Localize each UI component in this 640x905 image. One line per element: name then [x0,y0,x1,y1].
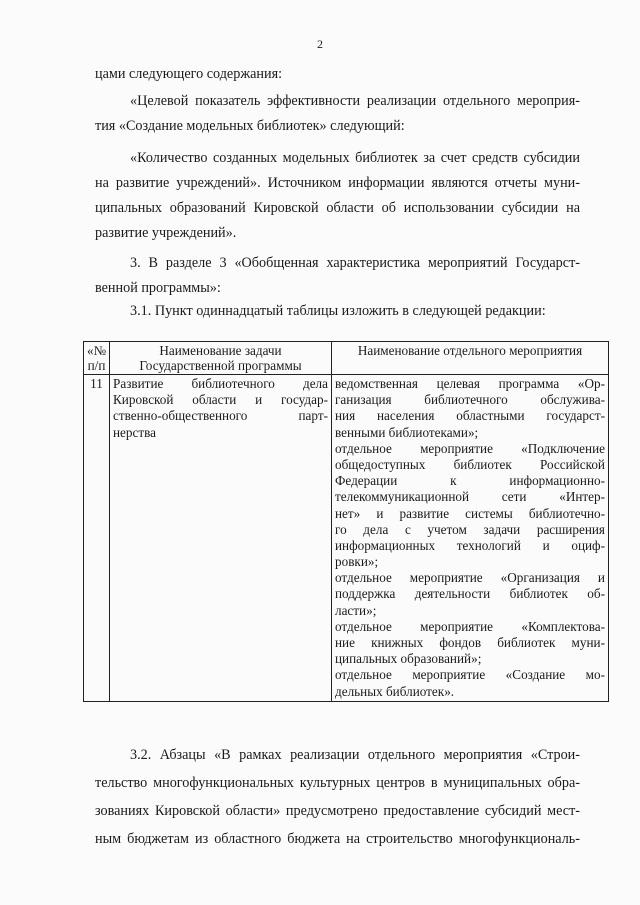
measures-table [83,341,609,702]
text-line: тельство многофункциональных культурных центров в муниципальных обра- [95,775,580,791]
row-number: 11 [84,375,110,702]
cell-line: отдельное мероприятие «Подключение [335,440,605,456]
cell-line: ганизация библиотечного обслужива- [335,392,605,408]
header-measure: Наименование отдельного мероприятия [332,342,609,375]
paragraph-target-indicator [95,89,580,139]
cell-line: ственно-общественного парт- [113,408,328,424]
cell-line: информационных технологий и оциф- [335,537,605,553]
text-line: «Количество созданных модельных библиотек за счет средств субсидии [130,150,580,166]
paragraph-continuation [95,62,580,87]
cell-line: отдельное мероприятие «Создание мо- [335,667,605,683]
cell-line: ведомственная целевая программа «Ор- [335,376,605,391]
cell-line: общедоступных библиотек Российской [335,456,605,472]
paragraph-3-2 [95,741,580,853]
text-line: венной программы»: [95,280,221,296]
text-line: 3.2. Абзацы «В рамках реализации отдельного мероприятия «Строи- [130,747,580,763]
cell-line: венными библиотеками»; [335,424,479,440]
text-line: цами следующего содержания: [95,66,283,82]
text-line: 3.1. Пункт одиннадцатый таблицы изложить в следующей редакции: [130,303,546,319]
paragraph-3-1 [95,299,580,324]
page-number: 2 [317,37,323,51]
measures-cell [332,375,609,702]
text-line: на развитие учреждений». Источником информации являются отчеты муни- [95,175,580,191]
cell-line: отдельное мероприятие «Комплектова- [335,618,605,634]
cell-line: отдельное мероприятие «Организация и [335,570,605,586]
cell-line: Кировской области и государ- [113,392,328,408]
header-task: Наименование задачи Государственной программы [110,342,332,375]
text-line: 3. В разделе 3 «Обобщенная характеристика мероприятий Государст- [130,255,580,271]
cell-line: дельных библиотек». [335,683,455,699]
header-number: «№ п/п [84,342,110,375]
text-line: «Целевой показатель эффективности реализации отдельного мероприя- [130,93,580,109]
cell-line: Федерации к информационно- [335,473,605,489]
cell-line: нет» и развитие системы библиотечно- [335,505,605,521]
paragraph-indicator-text [95,146,580,246]
cell-line: ципальных образований»; [335,651,482,667]
cell-line: ние книжных фондов библиотек муни- [335,635,605,650]
text-line: ципальных образований Кировской области об использовании субсидии на [95,200,580,216]
text-line: зованиях Кировской области» предусмотрено предоставление субсидий мест- [95,803,580,819]
text-line: ным бюджетам из областного бюджета на строительство многофункциональ- [95,831,580,847]
text-line: тия «Создание модельных библиотек» следующий: [95,118,405,134]
cell-line: го дела с учетом задачи расширения [335,521,605,537]
table-header-row [84,342,609,375]
paragraph-section-3 [95,251,580,301]
cell-line: ния населения областными государст- [335,408,605,424]
task-cell [110,375,332,702]
cell-line: ровки»; [335,554,379,570]
cell-line: Развитие библиотечного дела [113,376,328,391]
text-line: развитие учреждений». [95,225,237,241]
cell-line: поддержка деятельности библиотек об- [335,586,605,602]
cell-line: нерства [113,424,157,440]
table-row [84,375,609,702]
cell-line: телекоммуникационной сети «Интер- [335,489,605,505]
cell-line: ласти»; [335,602,377,618]
